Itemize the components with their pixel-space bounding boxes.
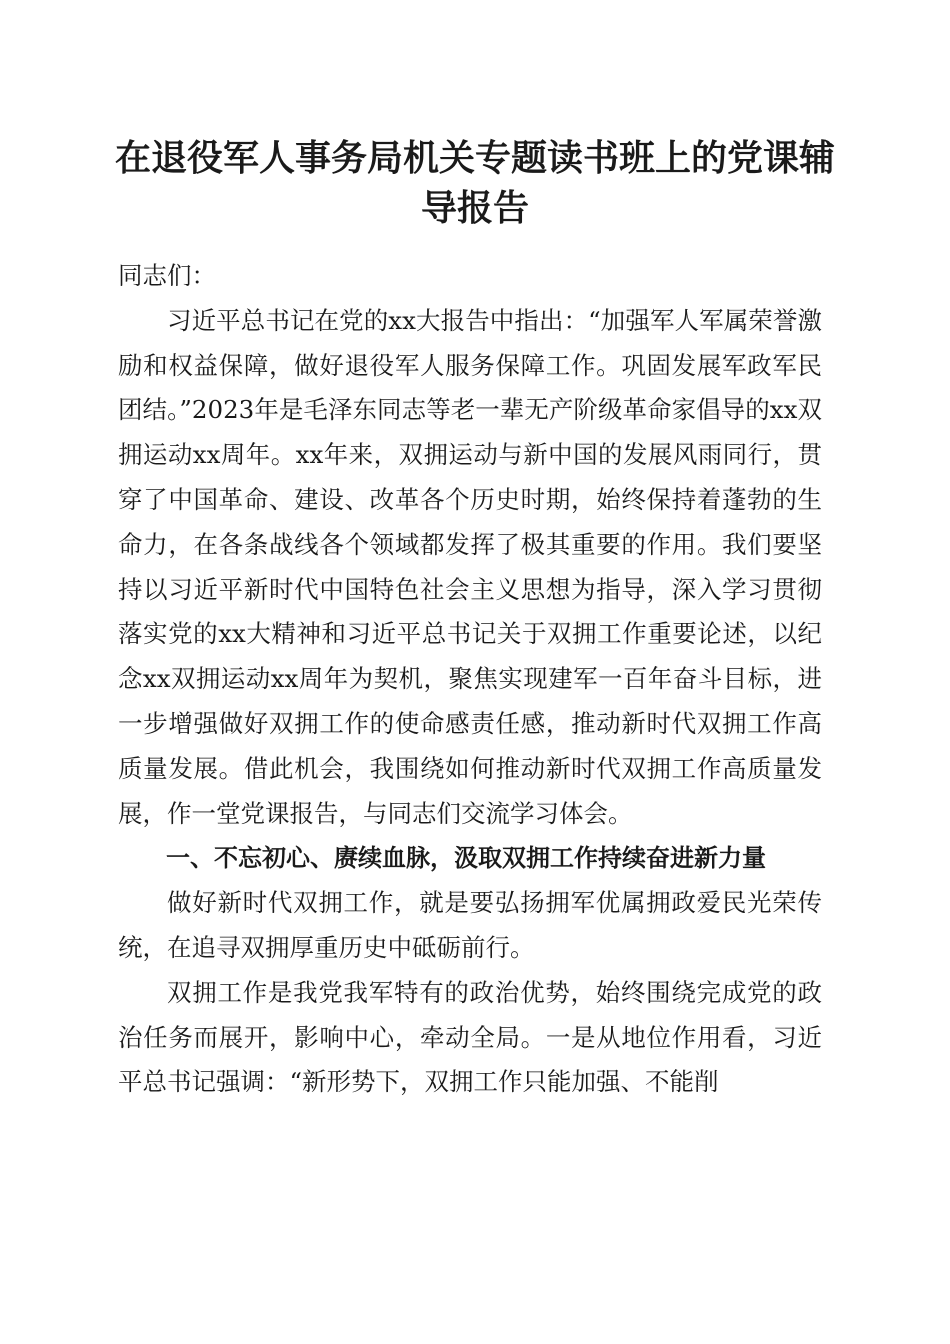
salutation: 同志们： [118,261,216,290]
section-paragraph-2: 双拥工作是我党我军特有的政治优势，始终围绕完成党的政治任务而展开，影响中心，牵动全局。一是从地位作用看，习近平总书记强调：“新形势下，双拥工作只能加强、不能削 [118,977,822,1097]
document-body [118,254,822,1105]
document-title: 在退役军人事务局机关专题读书班上的党课辅导报告 [114,137,835,229]
section-paragraph-1: 做好新时代双拥工作，就是要弘扬拥军优属拥政爱民光荣传统，在追寻双拥厚重历史中砥砺前行。 [118,888,822,962]
section-heading: 一、不忘初心、赓续血脉，汲取双拥工作持续奋进新力量 [166,844,766,873]
intro-paragraph: 习近平总书记在党的xx大报告中指出：“加强军人军属荣誉激励和权益保障，做好退役军人服务保障工作。巩固发展军政军民团结。”2023年是毛泽东同志等老一辈无产阶级革命家倡导的xx双拥运动xx周年。xx年来，双拥运动与新中国的发展风雨同行，贯穿了中国革命、建设、改革各个历史时期，始终保持着蓬勃的生命力，在各条战线各个领域都发挥了极其重要的作用。我们要坚持以习近平新时代中国特色社会主义思想为指导，深入学习贯彻落实党的xx大精神和习近平总书记关于双拥工作重要论述，以纪念xx双拥运动xx周年为契机，聚焦实现建军一百年奋斗目标，进一步增强做好双拥工作的使命感责任感，推动新时代双拥工作高质量发展。借此机会，我围绕如何推动新时代双拥工作高质量发展，作一堂党课报告，与同志们交流学习体会。 [118,305,822,828]
